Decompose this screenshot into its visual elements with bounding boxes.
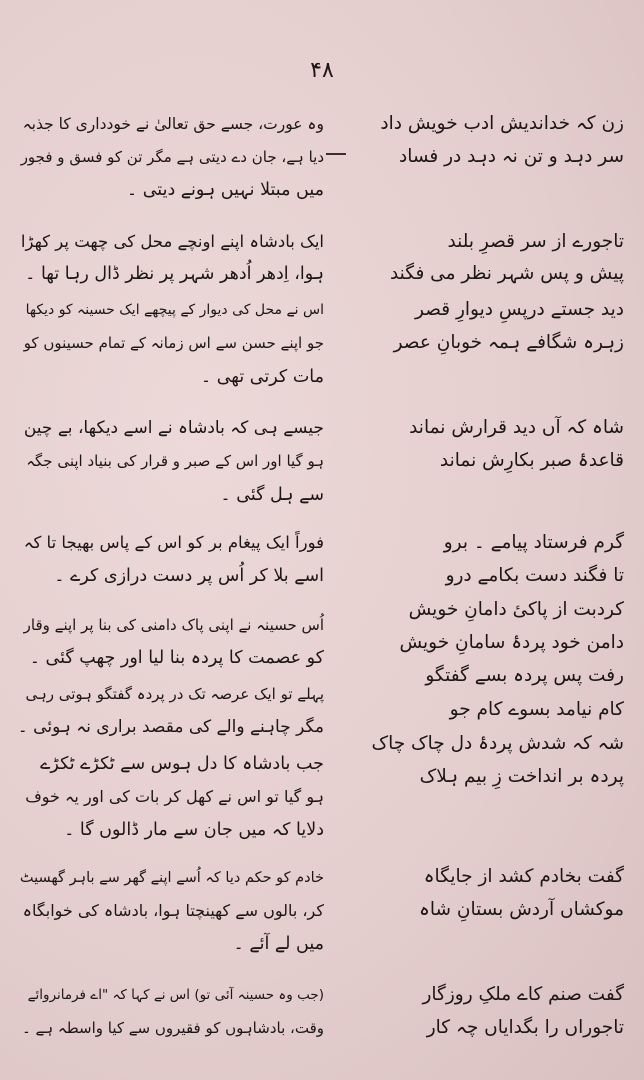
verse-line: سر دہد و تن نہ دہد در فساد [399, 146, 624, 167]
verse-line: زن کہ خداندیش ادب خویش داد [380, 113, 624, 134]
translation-line: میں لے آئے ۔ [233, 934, 324, 954]
translation-line: (جب وہ حسینہ آئی تو) اس نے کہا کہ "اے فرمانروائے [27, 987, 324, 1003]
verse-line: کردبت از پاکیٔ دامانِ خویش [408, 599, 624, 620]
translation-line: فوراً ایک پیغام بر کو اس کے پاس بھیجا تا کہ [23, 533, 324, 552]
verse-line: رفت پس پردہ بسے گفتگو [425, 665, 624, 686]
verse-line: گفت صنم کاے ملکِ روزگار [422, 984, 624, 1005]
verse-line: پردہ بر انداخت زِ بیم ہلاک [419, 766, 624, 787]
verse-line: تا فگند دست بکامے درو [445, 565, 624, 586]
verse-line: دید جستے درپسِ دیوارِ قصر [414, 299, 624, 320]
translation-line: وہ عورت، جسے حق تعالیٰ نے خودداری کا جذبہ [22, 115, 324, 133]
verse-line: زہرہ شگافے ہمہ خوبانِ عصر [393, 332, 624, 353]
verse-line: موکشاں آردش بستانِ شاہ [419, 899, 624, 920]
translation-line: کر، بالوں سے کھینچتا ہوا، بادشاہ کی خوابگاہ [22, 901, 324, 920]
translation-line: ہو گیا اور اس کے صبر و قرار کی بنیاد اپنی جگہ [26, 452, 324, 470]
verse-line: کام نیامد بسوے کام جو [449, 699, 624, 720]
verse-line: گرم فرستاد پیامے ۔ برو [443, 532, 624, 553]
translation-line: جیسے ہی کہ بادشاہ نے اسے دیکھا، بے چین [23, 418, 324, 438]
verse-line: شاہ کہ آں دید قرارش نماند [409, 417, 624, 438]
margin-mark [326, 153, 346, 155]
verse-line: گفت بخادم کشد از جایگاہ [423, 866, 624, 887]
translation-line: اُس حسینہ نے اپنی پاک دامنی کی بنا پر اپنے وقار [23, 616, 324, 634]
verse-line: شہ کہ شدش پردۂ دل چاک چاک [371, 733, 624, 754]
translation-line: مگر چاہنے والے کی مقصد براری نہ ہوئی ۔ [17, 717, 324, 737]
translation-line: دیا ہے، جان دے دیتی ہے مگر تن کو فسق و فجور [20, 148, 324, 166]
verse-line: قاعدۂ صبر بکارِش نماند [439, 450, 624, 471]
translation-line: ایک بادشاہ اپنے اونچے محل کی چھت پر کھڑا [20, 232, 324, 251]
translation-line: میں مبتلا نہیں ہونے دیتی ۔ [126, 180, 324, 200]
translation-line: جب بادشاہ کا دل ہوس سے ٹکڑے ٹکڑے [40, 754, 324, 774]
translation-line: اسے بلا کر اُس پر دست درازی کرے ۔ [54, 566, 324, 586]
translation-line: مات کرتی تھی ۔ [200, 367, 324, 387]
page-number: ۴۸ [310, 58, 334, 83]
translation-line: خادم کو حکم دیا کہ اُسے اپنے گھر سے باہر گھسیٹ [19, 870, 324, 886]
translation-line: ہو گیا تو اس نے کھل کر بات کی اور یہ خوف [25, 787, 324, 806]
translation-line: دلایا کہ میں جان سے مار ڈالوں گا ۔ [64, 820, 324, 840]
verse-line: دامن خود پردۂ سامانِ خویش [399, 632, 624, 653]
translation-line: سے ہل گئی ۔ [220, 485, 324, 505]
translation-line: کو عصمت کا پردہ بنا لیا اور چھپ گئی ۔ [29, 648, 324, 668]
verse-line: تاجورے از سر قصرِ بلند [447, 231, 624, 252]
translation-line: اس نے محل کی دیوار کے پیچھے ایک حسینہ کو دیکھا [25, 302, 324, 318]
translation-line: ہوا، اِدھر اُدھر شہر پر نظر ڈال رہا تھا ۔ [25, 264, 324, 284]
verse-line: پیش و پس شہر نظر می فگند [389, 263, 624, 284]
verse-line: تاجوراں را بگدایاں چہ کار [426, 1017, 624, 1038]
translation-line: وقت، بادشاہوں کو فقیروں سے کیا واسطہ ہے ۔ [22, 1019, 324, 1037]
translation-line: پہلے تو ایک عرصہ تک در پردہ گفتگو ہوتی رہی [25, 685, 324, 703]
translation-line: جو اپنے حسن سے اس زمانہ کے تمام حسینوں کو [23, 334, 324, 352]
